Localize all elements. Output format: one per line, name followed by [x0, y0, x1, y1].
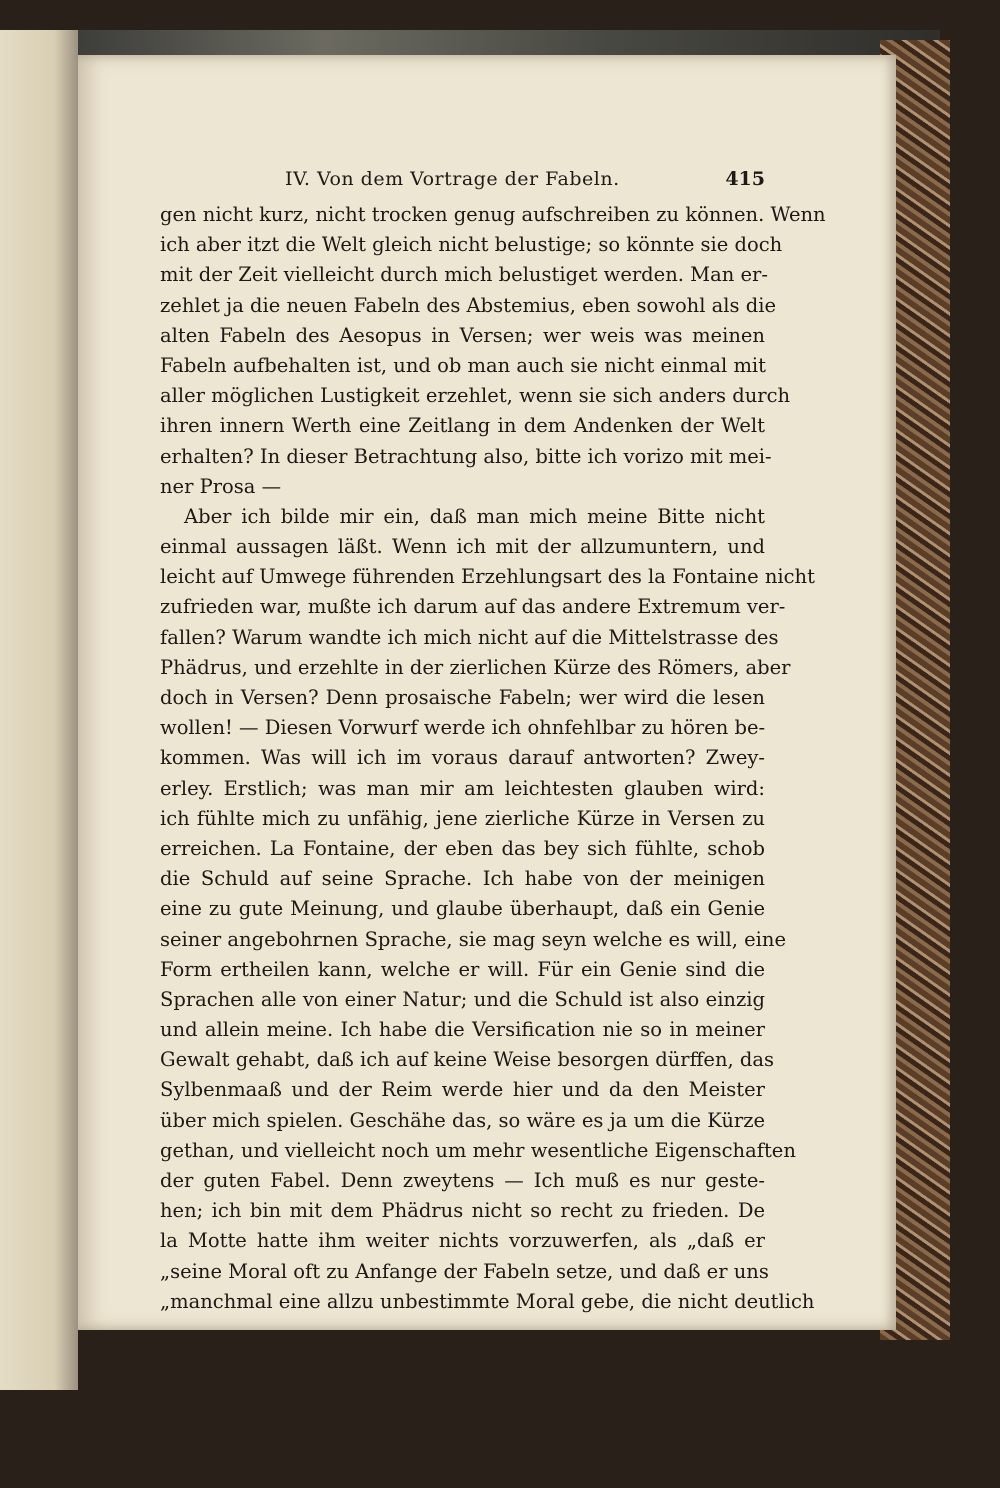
text-line: Sprachen alle von einer Natur; und die Schuld ist also einzig — [160, 987, 765, 1011]
text-line: Sylbenmaaß und der Reim werde hier und da den Meister — [160, 1078, 765, 1102]
text-line: der guten Fabel. Denn zweytens — Ich muß es nur geste- — [160, 1169, 765, 1192]
text-line: Form ertheilen kann, welche er will. Für ein Genie sind die — [160, 957, 765, 981]
text-line: hen; ich bin mit dem Phädrus nicht so recht zu frieden. De — [160, 1199, 765, 1223]
text-line: „manchmal eine allzu unbestimmte Moral gebe, die nicht deutlich — [160, 1289, 815, 1313]
text-line: ihren innern Werth eine Zeitlang in dem Andenken der Welt — [160, 414, 765, 438]
text-line: Gewalt gehabt, daß ich auf keine Weise besorgen dürffen, das — [160, 1048, 775, 1072]
page-number: 415 — [725, 168, 765, 190]
text-line: doch in Versen? Denn prosaische Fabeln; wer wird die lesen — [160, 686, 765, 709]
text-line: seiner angebohrnen Sprache, sie mag seyn welche es will, eine — [160, 927, 786, 951]
text-line: leicht auf Umwege führenden Erzehlungsart des la Fontaine nicht — [160, 565, 815, 589]
text-line: zehlet ja die neuen Fabeln des Abstemius, eben sowohl als die — [160, 293, 777, 317]
running-header — [160, 168, 765, 196]
text-line: erley. Erstlich; was man mir am leichtesten glauben wird: — [160, 776, 765, 800]
text-line: erreichen. La Fontaine, der eben das bey sich fühlte, schob — [160, 836, 765, 860]
text-line: la Motte hatte ihm weiter nichts vorzuwerfen, als „daß er — [160, 1229, 765, 1253]
text-line: Fabeln aufbehalten ist, und ob man auch sie nicht einmal mit — [160, 353, 767, 377]
text-line: die Schuld auf seine Sprache. Ich habe von der meinigen — [160, 867, 765, 891]
text-line: gethan, und vielleicht noch um mehr wesentliche Eigenschaften — [160, 1138, 796, 1162]
text-line: ich fühlte mich zu unfähig, jene zierliche Kürze in Versen zu — [160, 806, 765, 830]
text-line: fallen? Warum wandte ich mich nicht auf die Mittelstrasse des — [160, 625, 779, 649]
header-title: IV. Von dem Vortrage der Fabeln. — [285, 168, 620, 190]
text-line: gen nicht kurz, nicht trocken genug aufschreiben zu können. Wenn — [160, 203, 826, 226]
text-line: kommen. Was will ich im voraus darauf antworten? Zwey- — [160, 746, 765, 770]
text-line: wollen! — Diesen Vorwurf werde ich ohnfehlbar zu hören be- — [160, 716, 766, 740]
text-line: mit der Zeit vielleicht durch mich belustiget werden. Man er- — [160, 263, 768, 287]
text-line: eine zu gute Meinung, und glaube überhaupt, daß ein Genie — [160, 897, 765, 921]
text-line: über mich spielen. Geschähe das, so wäre es ja um die Kürze — [160, 1108, 766, 1132]
text-line: einmal aussagen läßt. Wenn ich mit der allzumuntern, und — [160, 535, 765, 559]
text-line: Phädrus, und erzehlte in der zierlichen Kürze des Römers, aber — [160, 655, 791, 679]
text-line: Aber ich bilde mir ein, daß man mich meine Bitte nicht — [184, 504, 765, 528]
text-line: ich aber itzt die Welt gleich nicht belustige; so könnte sie doch — [160, 233, 783, 257]
text-line: ner Prosa — — [160, 474, 282, 498]
text-line: alten Fabeln des Aesopus in Versen; wer weis was meinen — [160, 323, 765, 347]
left-page-edge — [0, 30, 78, 1390]
text-line: aller möglichen Lustigkeit erzehlet, wenn sie sich anders durch — [160, 384, 791, 408]
text-line: zufrieden war, mußte ich darum auf das andere Extremum ver- — [160, 595, 786, 619]
text-line: „seine Moral oft zu Anfange der Fabeln setze, und daß er uns — [160, 1259, 769, 1283]
page-body-text — [160, 200, 826, 1317]
text-line: und allein meine. Ich habe die Versification nie so in meiner — [160, 1018, 765, 1042]
text-line: erhalten? In dieser Betrachtung also, bitte ich vorizo mit mei- — [160, 444, 772, 468]
